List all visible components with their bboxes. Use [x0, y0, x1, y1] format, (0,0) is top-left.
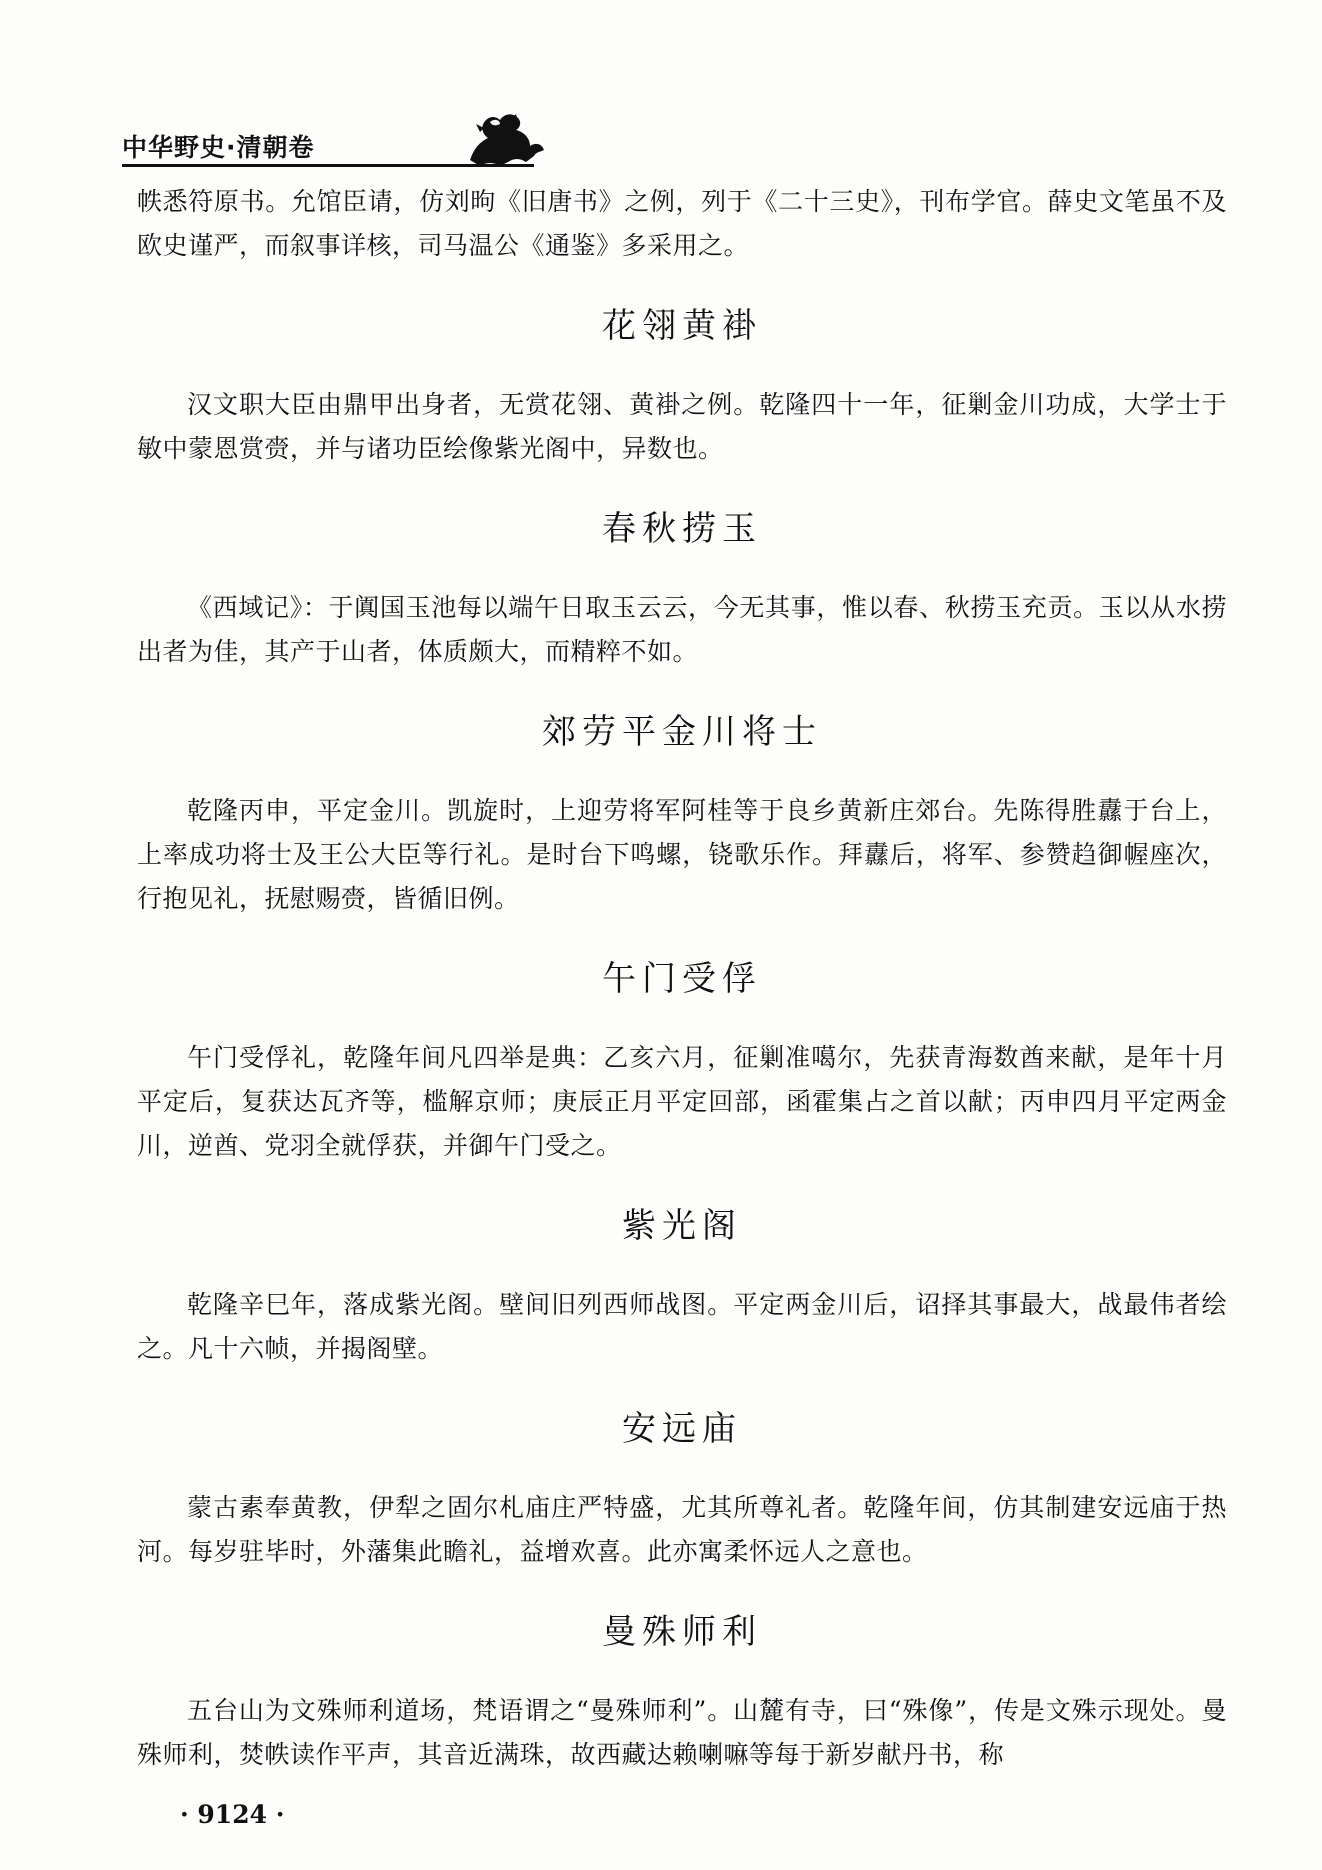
section-title: 紫光阁 — [622, 1206, 742, 1246]
section-title: 曼殊师利 — [602, 1612, 762, 1652]
section-title: 安远庙 — [622, 1409, 742, 1449]
section-paragraph: 蒙古素奉黄教，伊犁之固尔札庙庄严特盛，尤其所尊礼者。乾隆年间，仿其制建安远庙于热河。每岁驻毕时，外藩集此瞻礼，益增欢喜。此亦寓柔怀远人之意也。 — [137, 1493, 1227, 1566]
section-paragraph: 乾隆丙申，平定金川。凯旋时，上迎劳将军阿桂等于良乡黄新庄郊台。先陈得胜纛于台上，上率成功将士及王公大臣等行礼。是时台下鸣螺，铙歌乐作。拜纛后，将军、参赞趋御幄座次，行抱见礼，抚慰赐赍，皆循旧例。 — [137, 796, 1227, 913]
section-paragraph: 午门受俘礼，乾隆年间凡四举是典：乙亥六月，征剿准噶尔，先获青海数酋来献，是年十月平定后，复获达瓦齐等，槛解京师；庚辰正月平定回部，函霍集占之首以献；丙申四月平定两金川，逆酋、党羽全就俘获，并御午门受之。 — [137, 1043, 1227, 1160]
page-number: · 9124 · — [180, 1800, 285, 1829]
section-paragraph: 汉文职大臣由鼎甲出身者，无赏花翎、黄褂之例。乾隆四十一年，征剿金川功成，大学士于敏中蒙恩赏赍，并与诸功臣绘像紫光阁中，异数也。 — [137, 390, 1227, 463]
section-title: 午门受俘 — [602, 959, 762, 999]
section-title: 郊劳平金川将士 — [542, 712, 822, 752]
section-paragraph: 五台山为文殊师利道场，梵语谓之“曼殊师利”。山麓有寺，曰“殊像”，传是文殊示现处。曼殊师利，焚帙读作平声，其音近满珠，故西藏达赖喇嘛等每于新岁献丹书，称 — [137, 1696, 1227, 1769]
book-title: 中华野史·清朝卷 — [122, 133, 315, 162]
section-title: 春秋捞玉 — [602, 509, 762, 549]
section-paragraph: 乾隆辛巳年，落成紫光阁。壁间旧列西师战图。平定两金川后，诏择其事最大，战最伟者绘之。凡十六帧，并揭阁壁。 — [137, 1290, 1227, 1363]
running-header — [122, 108, 532, 164]
dragon-icon — [460, 108, 552, 168]
section-title: 花翎黄褂 — [602, 306, 762, 346]
section-paragraph: 《西域记》：于阗国玉池每以端午日取玉云云，今无其事，惟以春、秋捞玉充贡。玉以从水捞出者为佳，其产于山者，体质颇大，而精粹不如。 — [137, 593, 1227, 666]
page-body — [137, 180, 1227, 1777]
intro-paragraph: 帙悉符原书。允馆臣请，仿刘昫《旧唐书》之例，列于《二十三史》，刊布学官。薛史文笔虽不及欧史谨严，而叙事详核，司马温公《通鉴》多采用之。 — [137, 187, 1227, 260]
header-rule — [122, 164, 534, 167]
